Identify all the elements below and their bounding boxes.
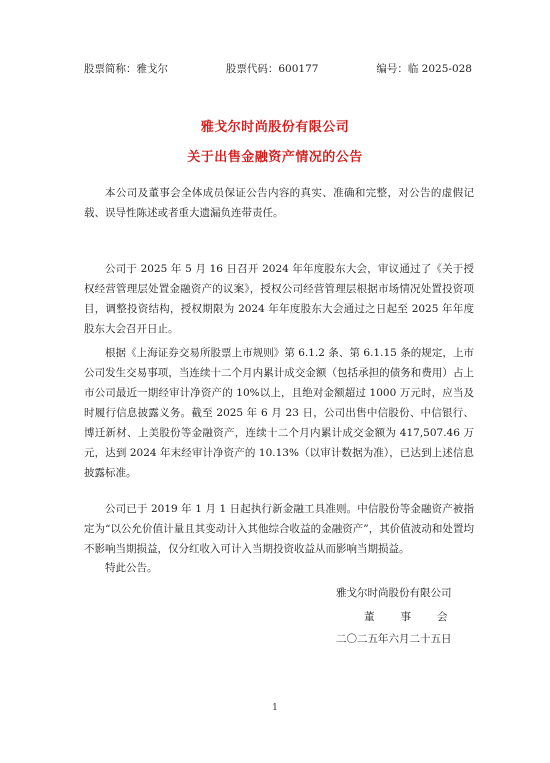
signature-board <box>364 607 448 627</box>
document-header <box>84 61 472 76</box>
signature-board-char: 会 <box>437 611 448 623</box>
stock-short-name: 股票简称：雅戈尔 <box>84 63 168 75</box>
signature-board-char: 事 <box>400 611 411 623</box>
accounting-standard-paragraph: 公司已于 2019 年 1 月 1 日起执行新金融工具准则。中信股份等金融资产被指定为“以公允价值计量且其变动计入其他综合收益的金融资产”，其价值波动和处置均不影响当期损益，仅分红收入可计入当期投资收益从而影响当期损益。 <box>84 503 474 555</box>
board-statement-paragraph: 本公司及董事会全体成员保证公告内容的真实、准确和完整，对公告的虚假记载、误导性陈述或者重大遗漏负连带责任。 <box>84 187 474 219</box>
serial-number: 编号：临 2025-028 <box>376 63 472 75</box>
listing-rules-paragraph: 根据《上海证券交易所股票上市规则》第 6.1.2 条、第 6.1.15 条的规定，上市公司发生交易事项，当连续十二个月内累计成交金额（包括承担的债务和费用）占上市公司最近一期经审计净资产的 10%以上，且绝对金额超过 1000 万元时，应当及时履行信息披露义务。截至 2025 年 6 月 23 日，公司出售中信股份、中信银行、博迁新材、上美股份等金融资产，连续十二个月内累计成交金额为 417,507.46 万元，达到 2024 年末经审计净资产的 10.13%（以审计数据为准），已达到上述信息披露标准。 <box>84 347 474 479</box>
announcement-title: 关于出售金融资产情况的公告 <box>187 150 363 165</box>
closing-notice: 特此公告。 <box>105 562 158 574</box>
page-number: 1 <box>272 703 278 713</box>
signature-company: 雅戈尔时尚股份有限公司 <box>336 587 452 599</box>
stock-code: 股票代码：600177 <box>225 63 319 75</box>
signature-date: 二〇二五年六月二十五日 <box>336 633 452 645</box>
signature-board-char: 董 <box>364 611 375 623</box>
shareholder-meeting-paragraph: 公司于 2025 年 5 月 16 日召开 2024 年年度股东大会，审议通过了《关于授权经营管理层处置金融资产的议案》，授权公司经营管理层根据市场情况处置投资项目，调整投资结构，授权期限为 2024 年年度股东大会通过之日起至 2025 年年度股东大会召开日止。 <box>84 263 474 335</box>
company-title: 雅戈尔时尚股份有限公司 <box>200 120 350 135</box>
